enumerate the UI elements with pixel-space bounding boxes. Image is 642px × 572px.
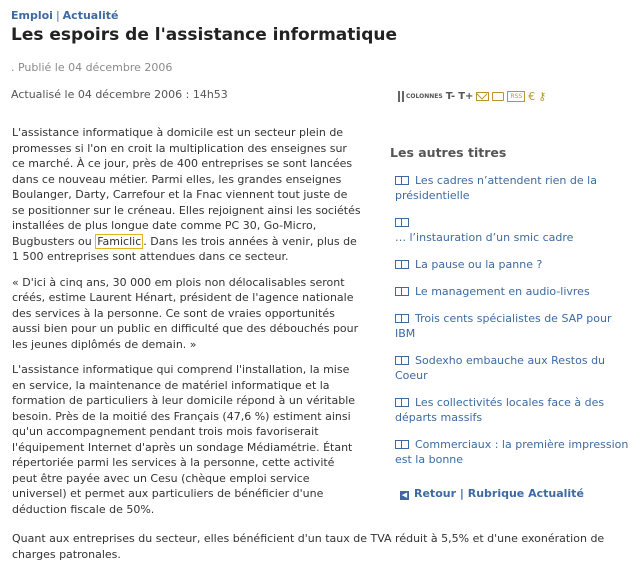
book-icon [395, 314, 409, 323]
book-icon [395, 260, 409, 269]
other-titles-list [390, 173, 630, 467]
back-arrow-icon[interactable]: ◀ [401, 491, 408, 499]
book-icon [395, 287, 409, 296]
breadcrumb-separator: | [55, 9, 60, 22]
sidebar-link[interactable] [395, 353, 630, 383]
article-paragraph: L'assistance informatique qui comprend l'installation, la mise en service, la maintenance de matériel informatique et la formation de particuliers à leur domicile répond à un véritable besoin. Près de la moitié des Français (47,6 %) estiment ainsi qu'un accompagnement pendant trois mois favoriserait l'équipement Internet d'après un sondage Médiamétrie. Étant répertoriée parmi les services à la personne, cette activité peut être payée avec un Cesu (chèque emploi service universel) et permet aux particuliers de bénéficier d'une déduction fiscale de 50%. [12, 363, 356, 516]
article-paragraph [12, 125, 362, 265]
sidebar-link-label: … l’instauration d’un smic cadre [395, 231, 574, 244]
sidebar-link[interactable] [395, 173, 630, 203]
columns-icon [398, 91, 404, 102]
sidebar-link[interactable] [395, 311, 630, 341]
print-icon[interactable] [492, 92, 504, 101]
footer-nav [400, 487, 584, 500]
book-icon [395, 440, 409, 449]
book-icon [395, 218, 409, 227]
email-icon[interactable] [476, 92, 489, 101]
sidebar-link-label: Trois cents spécialistes de SAP pour IBM [395, 312, 612, 340]
breadcrumb-emploi-link[interactable]: Emploi [11, 9, 53, 22]
back-link[interactable]: Retour [414, 487, 457, 500]
footer-separator: | [459, 487, 464, 500]
page-title: Les espoirs de l'assistance informatique [11, 25, 398, 45]
article-text: L'assistance informatique à domicile est un secteur plein de promesses si l'on en croit la multiplication des enseignes sur ce marché. À ce jour, près de 400 entreprises se sont lancées dans ce nouveau métier. Parmi elles, les grandes enseignes Boulanger, Darty, Carrefour et la Fnac viennent tout juste de se positionner sur le créneau. Elles rejoignent ainsi les sociétés installées de plus longue date comme PC 30, Go-Micro, Bugbusters ou [12, 126, 361, 248]
article-paragraph: « D'ici à cinq ans, 30 000 em plois non délocalisables seront créés, estime Laurent Hénart, président de l'agence nationale des services à la personne. Ce sont de vraies opportunités aussi bien pour un public en difficulté que des débouchés pour les jeunes diplômés de demain. » [12, 275, 359, 351]
sidebar-link[interactable] [395, 395, 630, 425]
article-body [12, 125, 362, 527]
sidebar-link[interactable] [395, 437, 630, 467]
sidebar-link-label: Le management en audio-livres [415, 285, 590, 298]
breadcrumb [11, 9, 118, 22]
rss-button[interactable]: RSS [507, 91, 525, 102]
sidebar-heading: Les autres titres [390, 145, 507, 160]
book-icon [395, 356, 409, 365]
keys-icon[interactable]: ⚷ [538, 89, 547, 103]
sidebar-link-label: Les cadres n’attendent rien de la présidentielle [395, 174, 597, 202]
book-icon [395, 176, 409, 185]
published-date: . Publié le 04 décembre 2006 [11, 61, 173, 74]
other-titles-sidebar [390, 145, 630, 479]
rubrique-actualite-link[interactable]: Rubrique Actualité [467, 487, 584, 500]
sidebar-link-label: Commerciaux : la première impression est la bonne [395, 438, 629, 466]
sidebar-link-label: Sodexho embauche aux Restos du Coeur [395, 354, 606, 382]
article-text: . Dans les trois années à venir, plus de 1 500 entreprises sont attendues dans ce secteur. [12, 234, 357, 263]
article-toolbar [398, 88, 546, 104]
sidebar-link-label: La pause ou la panne ? [415, 258, 543, 271]
updated-date: Actualisé le 04 décembre 2006 : 14h53 [11, 88, 228, 101]
text-larger-button[interactable]: T+ [458, 90, 474, 102]
book-icon [395, 398, 409, 407]
text-smaller-button[interactable]: T- [445, 90, 456, 102]
euro-button[interactable]: € [528, 89, 536, 103]
sidebar-link[interactable] [395, 284, 630, 299]
columns-label: COLONNES [406, 92, 443, 100]
article-paragraph: Quant aux entreprises du secteur, elles bénéficient d'un taux de TVA réduit à 5,5% et d'une exonération de charges patronales. [12, 532, 605, 561]
sidebar-link-label: Les collectivités locales face à des départs massifs [395, 396, 605, 424]
famiclic-link[interactable]: Famiclic [97, 234, 142, 248]
sidebar-link[interactable] [395, 257, 630, 272]
sidebar-link[interactable] [395, 215, 630, 245]
breadcrumb-actualite-link[interactable]: Actualité [62, 9, 119, 22]
columns-button[interactable] [398, 89, 443, 103]
